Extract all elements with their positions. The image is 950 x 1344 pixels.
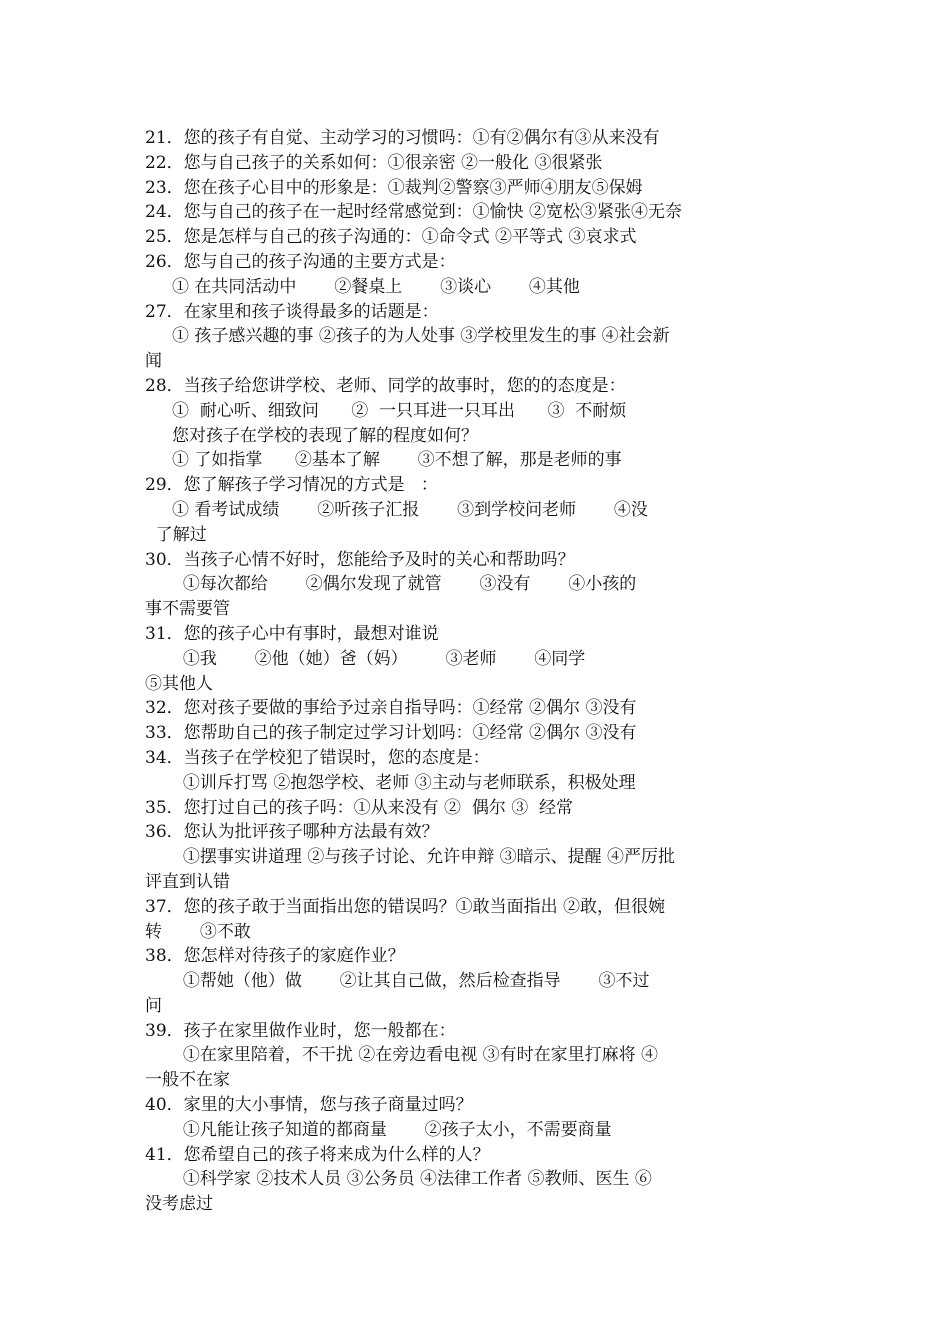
- text-line: 问: [145, 995, 162, 1016]
- questionnaire-text: [145, 126, 810, 1217]
- text-line: 33．您帮助自己的孩子制定过学习计划吗：①经常 ②偶尔 ③没有: [145, 723, 637, 744]
- text-line: ⑤其他人: [145, 673, 213, 694]
- text-line: 32．您对孩子要做的事给予过亲自指导吗：①经常 ②偶尔 ③没有: [145, 698, 637, 719]
- text-line: ① 在共同活动中 ②餐桌上 ③谈心 ④其他: [145, 276, 580, 297]
- text-line: 40．家里的大小事情，您与孩子商量过吗？: [145, 1095, 473, 1116]
- text-line: ①凡能让孩子知道的都商量 ②孩子太小，不需要商量: [145, 1119, 612, 1140]
- text-line: ①每次都给 ②偶尔发现了就管 ③没有 ④小孩的: [145, 574, 637, 595]
- text-line: 31．您的孩子心中有事时，最想对谁说: [145, 623, 439, 644]
- text-line: 21．您的孩子有自觉、主动学习的习惯吗：①有②偶尔有③从来没有: [145, 128, 660, 148]
- text-line: 事不需要管: [145, 599, 230, 620]
- text-line: 37．您的孩子敢于当面指出您的错误吗？①敢当面指出 ②敢，但很婉: [145, 896, 666, 917]
- text-line: 39．孩子在家里做作业时，您一般都在：: [145, 1020, 456, 1041]
- text-line: ① 孩子感兴趣的事 ②孩子的为人处事 ③学校里发生的事 ④社会新: [145, 326, 670, 347]
- text-line: 转 ③不敢: [145, 921, 251, 942]
- text-line: 36．您认为批评孩子哪种方法最有效？: [145, 822, 439, 843]
- text-line: 23．您在孩子心目中的形象是：①裁判②警察③严师④朋友⑤保姆: [145, 177, 643, 198]
- text-line: 35．您打过自己的孩子吗：①从来没有 ② 偶尔 ③ 经常: [145, 797, 574, 818]
- text-line: 24．您与自己的孩子在一起时经常感觉到：①愉快 ②宽松③紧张④无奈: [145, 202, 683, 223]
- text-line: 28．当孩子给您讲学校、老师、同学的故事时，您的的态度是：: [145, 375, 626, 396]
- text-line: 27．在家里和孩子谈得最多的话题是：: [145, 301, 439, 322]
- text-line: 34．当孩子在学校犯了错误时，您的态度是：: [145, 747, 490, 768]
- text-line: ①科学家 ②技术人员 ③公务员 ④法律工作者 ⑤教师、医生 ⑥: [145, 1169, 652, 1190]
- text-line: ①我 ②他（她）爸（妈） ③老师 ④同学: [145, 648, 586, 669]
- text-line: 22．您与自己孩子的关系如何：①很亲密 ②一般化 ③很紧张: [145, 152, 603, 173]
- text-line: 评直到认错: [145, 871, 230, 892]
- text-line: 闻: [145, 351, 162, 372]
- text-line: 一般不在家: [145, 1070, 230, 1091]
- text-line: 25．您是怎样与自己的孩子沟通的：①命令式 ②平等式 ③哀求式: [145, 227, 637, 248]
- text-line: 没考虑过: [145, 1194, 213, 1215]
- text-line: 30．当孩子心情不好时，您能给予及时的关心和帮助吗？: [145, 549, 575, 570]
- text-line: 26．您与自己的孩子沟通的主要方式是：: [145, 251, 456, 272]
- text-line: 了解过: [145, 524, 207, 545]
- text-line: ① 耐心听、细致问 ② 一只耳进一只耳出 ③ 不耐烦: [145, 400, 627, 421]
- text-line: ①在家里陪着，不干扰 ②在旁边看电视 ③有时在家里打麻将 ④: [145, 1045, 659, 1066]
- text-line: ① 看考试成绩 ②听孩子汇报 ③到学校问老师 ④没: [145, 499, 648, 520]
- text-line: 您对孩子在学校的表现了解的程度如何？: [145, 425, 479, 446]
- text-line: ①摆事实讲道理 ②与孩子讨论、允许申辩 ③暗示、提醒 ④严厉批: [145, 847, 676, 868]
- text-line: 38．您怎样对待孩子的家庭作业？: [145, 946, 405, 967]
- text-line: ① 了如指掌 ②基本了解 ③不想了解，那是老师的事: [145, 450, 622, 471]
- text-line: 41．您希望自己的孩子将来成为什么样的人？: [145, 1144, 490, 1165]
- text-line: ①帮她（他）做 ②让其自己做，然后检查指导 ③不过: [145, 971, 650, 992]
- text-line: 29．您了解孩子学习情况的方式是 ：: [145, 475, 438, 496]
- text-line: ①训斥打骂 ②抱怨学校、老师 ③主动与老师联系，积极处理: [145, 772, 636, 793]
